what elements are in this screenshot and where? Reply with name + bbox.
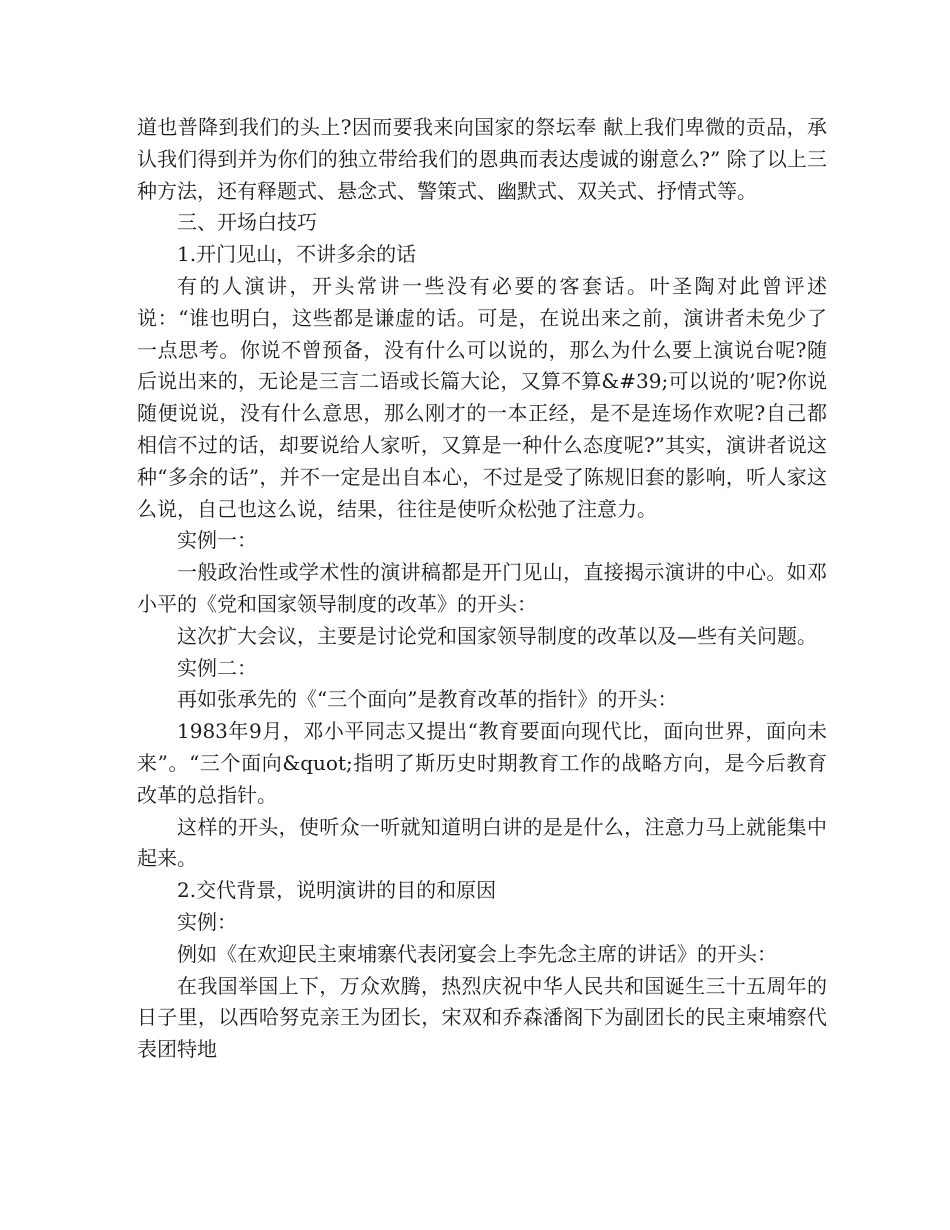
- subheading-background: 2.交代背景，说明演讲的目的和原因: [177, 878, 497, 903]
- example-label-3: 实例：: [177, 909, 237, 934]
- subheading-get-to-the-point: 1.开门见山，不讲多余的话: [177, 242, 417, 267]
- paragraph-example-3-quote: 在我国举国上下，万众欢腾，热烈庆祝中华人民共和国诞生三十五周年的日子里，以西哈努克亲王为团长，宋双和乔森潘阁下为副团长的民主柬埔察代表团特地: [137, 973, 827, 1062]
- paragraph-example-2-quote: 1983年9月，邓小平同志又提出“教育要面向现代比，面向世界，面向未来”。“三个面向&quot;指明了斯历史时期教育工作的战略方向，是今后教育改革的总指针。: [137, 719, 827, 807]
- paragraph-effect: 这样的开头，使听众一听就知道明白讲的是是什么，注意力马上就能集中起来。: [137, 814, 827, 871]
- document-body: [137, 112, 827, 1066]
- paragraph-example-1-quote: 这次扩大会议，主要是讨论党和国家领导制度的改革以及—些有关问题。: [177, 623, 817, 648]
- section-heading-opening-techniques: 三、开场白技巧: [177, 210, 317, 235]
- paragraph-example-1-intro: 一般政治性或学术性的演讲稿都是开门见山，直接揭示演讲的中心。如邓小平的《党和国家领导制度的改革》的开头：: [137, 560, 827, 616]
- example-label-1: 实例一：: [177, 528, 257, 553]
- paragraph-quote-ending: 道也普降到我们的头上?因而要我来向国家的祭坛奉 献上我们卑微的贡品，承认我们得到并为你们的独立带给我们的恩典而表达虔诚的谢意么?” 除了以上三种方法，还有释题式、悬念式、警策式、幽默式、双关式、抒情式等。: [137, 115, 827, 203]
- paragraph-example-2-intro: 再如张承先的《“三个面向”是教育改革的指针》的开头：: [177, 687, 678, 712]
- example-label-2: 实例二：: [177, 655, 257, 680]
- paragraph-example-3-intro: 例如《在欢迎民主柬埔寨代表闭宴会上李先念主席的讲话》的开头：: [177, 941, 777, 966]
- paragraph-pleasantries: 有的人演讲，开头常讲一些没有必要的客套话。叶圣陶对此曾评述说：“谁也明白，这些都是谦虚的话。可是，在说出来之前，演讲者未免少了一点思考。你说不曾预备，没有什么可以说的，那么为什么要上演说台呢?随后说出来的，无论是三言二语或长篇大论，又算不算&#39;可以说的’呢?你说随便说说，没有什么意思，那么刚才的一本正经，是不是连场作欢呢?自己都相信不过的话，却要说给人家听，又算是一种什么态度呢?”其实，演讲者说这种“多余的话”，并不一定是出自本心，不过是受了陈规旧套的影响，听人家这么说，自己也这么说，结果，往往是使听众松弛了注意力。: [137, 273, 827, 521]
